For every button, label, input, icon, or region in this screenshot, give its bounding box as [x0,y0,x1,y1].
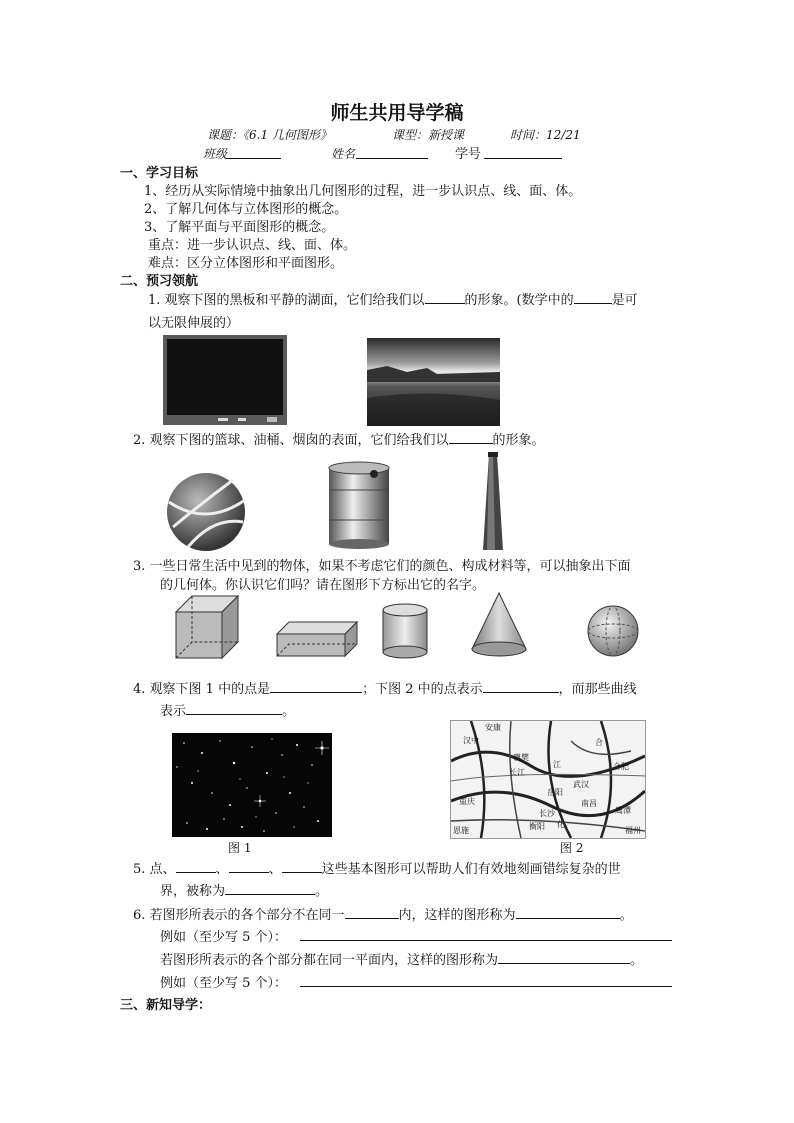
cone-icon [470,591,528,659]
map-label: 汉中 [463,736,479,745]
map-label: 恩施 [453,826,469,835]
q6-example2-blank[interactable] [300,986,672,987]
section2-heading: 二、预习领航 [120,274,199,289]
student-no-blank[interactable] [484,158,562,159]
q6-line3 [160,949,643,968]
q2-line [133,429,545,448]
map-label: 长沙 [539,809,555,818]
map-label: 南昌 [581,799,597,808]
q6-blank-2[interactable] [516,905,620,919]
basketball-image [163,472,249,552]
q1-blank-2[interactable] [574,290,612,304]
q4-blank-1[interactable] [270,679,362,693]
q3-line1: 3. 一些日常生活中见到的物体，如果不考虑它们的颜色、构成材料等，可以抽象出下面 [133,559,631,574]
q5-sep-2: 、 [268,862,282,877]
map-label: 衡阳 [529,822,545,831]
q5-text-d: 。 [315,884,329,899]
student-no-label: 学号 [455,147,482,162]
map-image [450,720,646,839]
q5-text-b: 这些基本图形可以帮助人们有效地刻画错综复杂的世 [321,862,621,877]
q6-text-a: 6. 若图形所表示的各个部分不在同一 [133,908,345,923]
q6-text-b: 内，这样的图形称为 [398,908,516,923]
q3-line2: 的几何体。你认识它们吗？请在图形下方标出它的名字。 [160,578,486,593]
sphere-icon [586,603,640,659]
map-label: 岳阳 [547,788,563,797]
class-label: 班级 [203,147,228,161]
q5-sep-1: 、 [215,862,229,877]
q5-blank-4[interactable] [225,881,315,895]
map-label: 襄樊 [513,753,529,762]
q6-example1-label: 例如（至少写 5 个）： [160,930,288,945]
map-label: 鹰潭 [615,806,631,815]
q4-text-b: ；下图 2 中的点表示 [362,682,483,697]
name-blank[interactable] [356,158,428,159]
page-title: 师生共用导学稿 [330,102,464,124]
map-label: 江 [553,760,561,769]
difficulty: 难点：区分立体图形和平面图形。 [148,256,344,271]
lesson-type-label: 课型：新授课 [392,128,465,142]
key-point: 重点：进一步认识点、线、面、体。 [148,238,357,253]
q2-blank[interactable] [449,430,493,444]
q1-text-a: 1. 观察下图的黑板和平静的湖面，它们给我们以 [148,293,425,308]
q1-line1 [148,289,638,308]
q5-blank-2[interactable] [229,859,269,873]
fig2-caption: 图 2 [560,841,584,855]
q1-line2: 以无限伸展的） [148,316,240,331]
q5-blank-1[interactable] [176,859,216,873]
q4-text-e: 。 [282,704,296,719]
q5-text-c: 界，被称为 [160,884,226,899]
map-label: 武汉 [573,780,589,789]
q2-text-b: 的形象。 [492,433,545,448]
map-label: 福州 [625,826,641,835]
q6-line1 [133,904,633,923]
q6-text-c: 。 [619,908,633,923]
q1-text-b: 的形象。(数学中的 [464,293,574,308]
objective-2: 2、了解几何体与立体图形的概念。 [144,202,348,217]
q5-line2 [160,880,328,899]
map-label: 合 [595,738,603,747]
q6-text-e: 。 [630,953,644,968]
oil-barrel-image [326,460,392,550]
blackboard-image [163,335,287,425]
cylinder-icon [381,603,429,659]
q6-blank-3[interactable] [498,950,630,964]
q1-blank-1[interactable] [425,290,465,304]
q4-blank-2[interactable] [483,679,559,693]
chimney-image [478,452,508,552]
lake-image [367,338,500,426]
q2-text-a: 2. 观察下图的篮球、油桶、烟囱的表面，它们给我们以 [133,433,449,448]
q5-text-a: 5. 点、 [133,862,176,877]
map-label: 安康 [485,723,501,732]
q4-text-c: ，而那些曲线 [558,682,637,697]
q4-text-a: 4. 观察下图 1 中的点是 [133,682,271,697]
q4-text-d: 表示 [160,704,187,719]
map-label: 合肥 [613,762,629,771]
starfield-image [172,733,332,837]
section3-heading: 三、新知导学： [120,998,212,1013]
q4-blank-3[interactable] [186,701,282,715]
q4-line1 [133,678,637,697]
course-label: 课题：《6.1 几何图形》 [207,128,332,142]
q6-text-d: 若图形所表示的各个部分都在同一平面内，这样的图形称为 [160,953,499,968]
cube-icon [174,594,242,660]
objective-3: 3、了解平面与平面图形的概念。 [144,220,335,235]
map-label: 重庆 [459,797,475,806]
map-label: 化 [557,820,565,829]
q6-example1-blank[interactable] [300,940,672,941]
fig1-caption: 图 1 [228,841,252,855]
name-label: 姓名 [331,147,356,161]
cuboid-icon [275,620,359,658]
q4-line2 [160,700,295,719]
class-blank[interactable] [226,158,281,159]
q5-line1 [133,858,621,877]
map-label: 长江 [509,768,525,777]
q1-text-c: 是可 [611,293,638,308]
time-label: 时间：12/21 [510,128,581,142]
q6-blank-1[interactable] [345,905,399,919]
section1-heading: 一、学习目标 [120,166,199,181]
q5-blank-3[interactable] [282,859,322,873]
q6-example2-label: 例如（至少写 5 个）： [160,976,288,991]
objective-1: 1、经历从实际情境中抽象出几何图形的过程，进一步认识点、线、面、体。 [144,184,582,199]
